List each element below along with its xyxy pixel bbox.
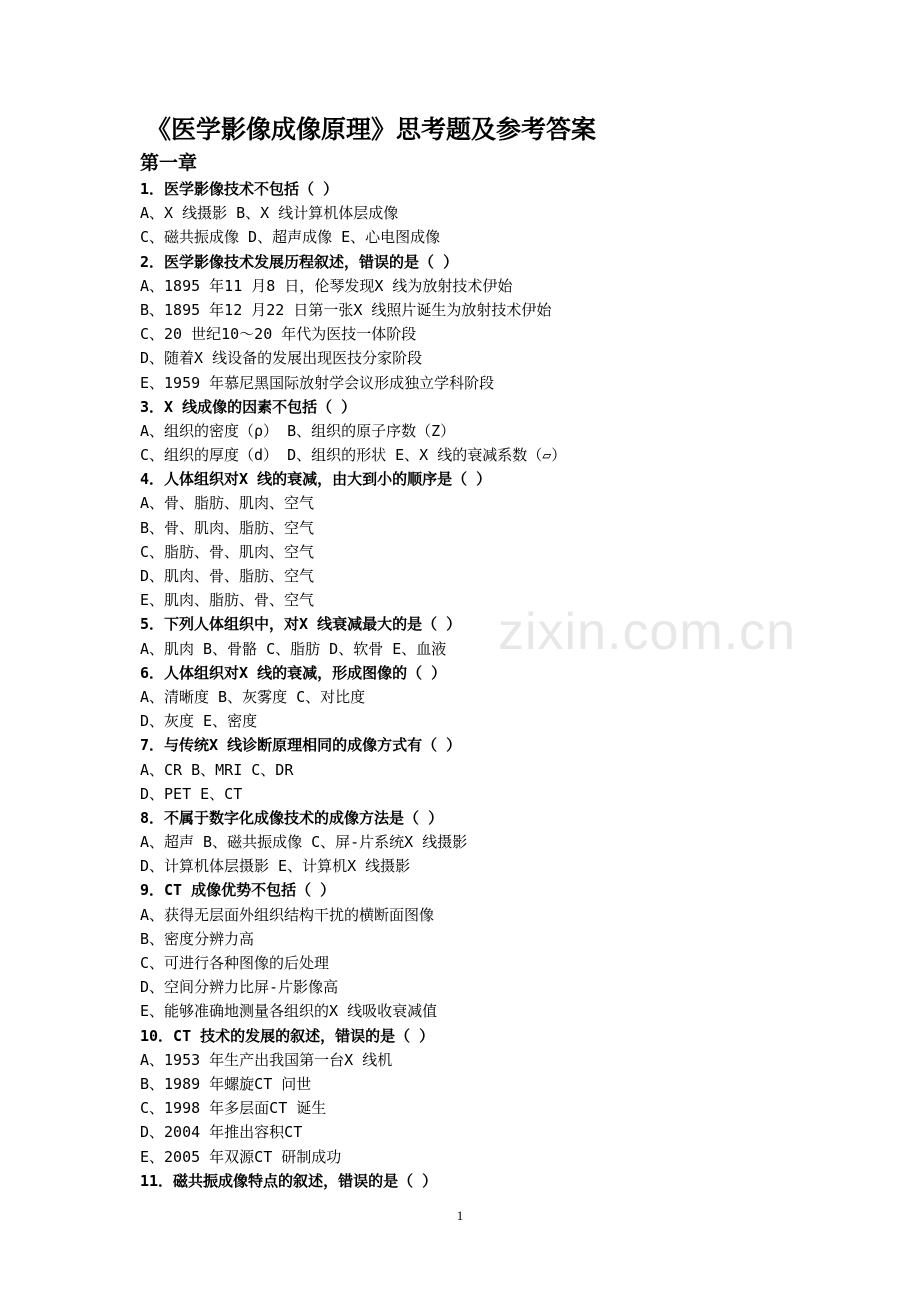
option-text: E、能够准确地测量各组织的X 线吸收衰减值 — [140, 1002, 438, 1021]
option-text: A、X 线摄影 B、X 线计算机体层成像 — [140, 204, 399, 223]
option-text: D、随着X 线设备的发展出现医技分家阶段 — [140, 349, 423, 368]
option-text: A、1895 年11 月8 日，伦琴发现X 线为放射技术伊始 — [140, 276, 513, 295]
option-text: A、清晰度 B、灰雾度 C、对比度 — [140, 687, 366, 706]
page-number: 1 — [456, 1208, 464, 1223]
question-text: 5．下列人体组织中，对X 线衰减最大的是（ ） — [140, 615, 462, 634]
question-list — [140, 177, 840, 1193]
question-text: 4．人体组织对X 线的衰减，由大到小的顺序是（ ） — [140, 470, 492, 489]
option-text: C、20 世纪10～20 年代为医技一体阶段 — [140, 325, 417, 344]
option-text: D、空间分辨力比屏-片影像高 — [140, 978, 339, 997]
question-text: 11．磁共振成像特点的叙述，错误的是（ ） — [140, 1171, 438, 1190]
option-text: E、肌肉、脂肪、骨、空气 — [140, 591, 315, 610]
option-text: B、1895 年12 月22 日第一张X 线照片诞生为放射技术伊始 — [140, 300, 552, 319]
option-text: C、磁共振成像 D、超声成像 E、心电图成像 — [140, 228, 441, 247]
option-text: B、密度分辨力高 — [140, 929, 255, 948]
option-text: E、1959 年慕尼黑国际放射学会议形成独立学科阶段 — [140, 373, 495, 392]
option-text: A、超声 B、磁共振成像 C、屏-片系统X 线摄影 — [140, 833, 468, 852]
option-text: C、1998 年多层面CT 诞生 — [140, 1099, 327, 1118]
option-text: D、肌肉、骨、脂肪、空气 — [140, 567, 315, 585]
question-text: 10．CT 技术的发展的叙述，错误的是（ ） — [140, 1026, 435, 1045]
question-text: 7．与传统X 线诊断原理相同的成像方式有（ ） — [140, 736, 462, 755]
option-text: C、组织的厚度（d） D、组织的形状 E、X 线的衰减系数（▱） — [140, 446, 567, 465]
option-text: A、1953 年生产出我国第一台X 线机 — [140, 1050, 393, 1069]
question-text: 3．X 线成像的因素不包括（ ） — [140, 397, 357, 416]
option-text: C、可进行各种图像的后处理 — [140, 954, 330, 972]
question-text: 6．人体组织对X 线的衰减，形成图像的（ ） — [140, 663, 447, 682]
question-text: 8．不属于数字化成像技术的成像方法是（ ） — [140, 808, 444, 827]
option-text: C、脂肪、骨、肌肉、空气 — [140, 542, 315, 561]
option-text: D、计算机体层摄影 E、计算机X 线摄影 — [140, 857, 411, 876]
option-text: D、PET E、CT — [140, 784, 243, 803]
option-text: E、2005 年双源CT 研制成功 — [140, 1147, 342, 1166]
option-text: A、骨、脂肪、肌肉、空气 — [140, 494, 315, 513]
option-text: A、CR B、MRI C、DR — [140, 760, 294, 779]
option-text: A、肌肉 B、骨骼 C、脂肪 D、软骨 E、血液 — [140, 639, 447, 658]
option-text: A、获得无层面外组织结构干扰的横断面图像 — [140, 905, 435, 924]
document-title: 《医学影像成像原理》思考题及参考答案 — [146, 115, 597, 144]
chapter-heading: 第一章 — [140, 152, 198, 174]
watermark: zixin.com.cn — [498, 603, 797, 661]
question-text: 1．医学影像技术不包括（ ） — [140, 180, 339, 198]
question-text: 2．医学影像技术发展历程叙述，错误的是（ ） — [140, 252, 459, 271]
option-text: B、骨、肌肉、脂肪、空气 — [140, 518, 315, 537]
option-text: B、1989 年螺旋CT 问世 — [140, 1074, 312, 1093]
option-text: D、2004 年推出容积CT — [140, 1123, 303, 1142]
option-text: A、组织的密度（ρ） B、组织的原子序数（Z） — [140, 421, 456, 440]
option-text: D、灰度 E、密度 — [140, 712, 258, 731]
question-text: 9．CT 成像优势不包括（ ） — [140, 881, 336, 900]
